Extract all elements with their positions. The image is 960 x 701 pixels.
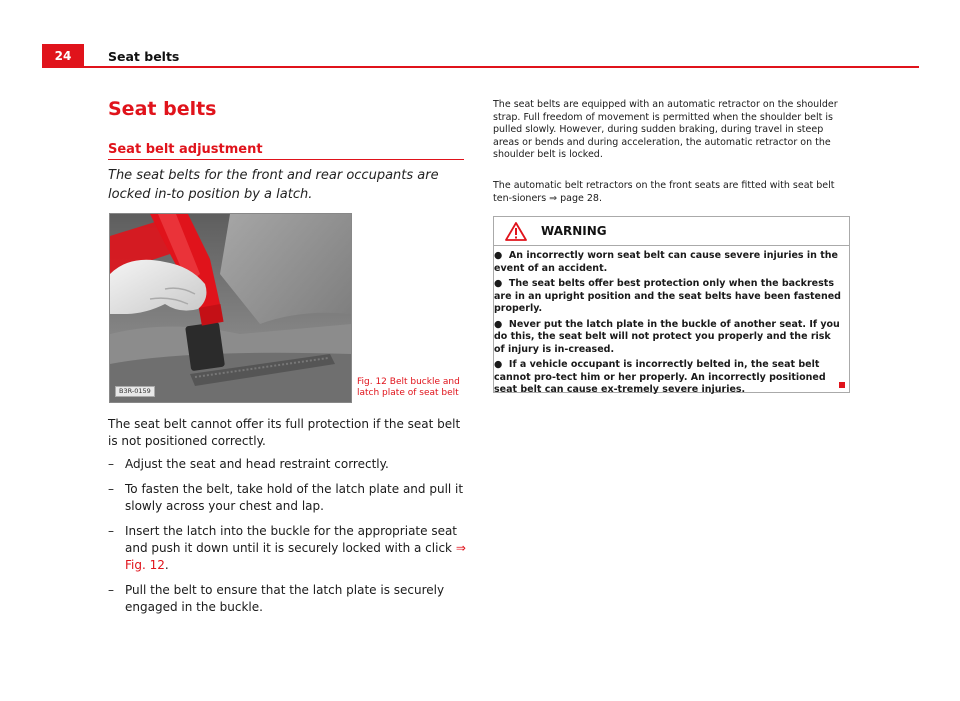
section-heading: Seat belts xyxy=(108,98,217,120)
lead-paragraph: The seat belts for the front and rear occupants are locked in-to position by a latch. xyxy=(108,168,439,202)
warning-text: The seat belts offer best protection only when the backrests are in an upright position and the seat belts have been fastened properly. xyxy=(494,278,841,314)
list-item xyxy=(108,582,468,616)
subsection-rule xyxy=(108,159,464,160)
warning-header xyxy=(494,217,849,246)
list-item xyxy=(108,456,468,473)
bullet: ● xyxy=(494,318,509,330)
step-text-end: . xyxy=(164,558,169,572)
bullet: ● xyxy=(494,250,509,261)
seat-belt-photo xyxy=(109,213,352,403)
list-item xyxy=(494,278,843,316)
warning-text: Never put the latch plate in the buckle of another seat. If you do this, the seat belt will not protect you properly and the risk of injury is in-creased. xyxy=(494,318,840,355)
bullet: ● xyxy=(494,359,509,370)
figure-reference-link[interactable]: ⇒ Fig. 12 xyxy=(125,541,466,572)
subsection-heading: Seat belt adjustment xyxy=(108,142,263,157)
warning-title: WARNING xyxy=(541,224,607,238)
warning-list xyxy=(494,250,843,400)
figure-code: B3R-0159 xyxy=(115,386,155,397)
dash-bullet: – xyxy=(108,457,114,471)
figure-caption: Fig. 12 Belt buckle and latch plate of seat belt xyxy=(357,377,460,398)
intro-paragraph: The seat belt cannot offer its full protection if the seat belt is not positioned correctly. xyxy=(108,417,461,448)
retractor-paragraph: The seat belts are equipped with an automatic retractor on the shoulder strap. Full freedom of movement is permitted when the shoulder belt is pulled slowly. However, during sudden braking, during travel in steep areas or bends and during acceleration, the automatic retractor on the shoulder belt is locked. xyxy=(493,99,838,160)
list-item xyxy=(108,523,468,574)
step-text: To fasten the belt, take hold of the latch plate and pull it slowly across your chest and lap. xyxy=(125,482,464,513)
list-item xyxy=(494,250,843,275)
section-end-marker xyxy=(839,382,845,388)
seat-belt-illustration xyxy=(110,214,351,402)
list-item xyxy=(108,481,468,515)
running-header-title: Seat belts xyxy=(108,49,180,64)
warning-text: If a vehicle occupant is incorrectly belted in, the seat belt cannot pro-tect him or her properly. An incorrectly positioned seat belt can cause ex-tremely severe injuries. xyxy=(494,359,826,395)
instruction-list xyxy=(108,456,468,624)
dash-bullet: – xyxy=(108,524,114,538)
page-number: 24 xyxy=(42,44,84,68)
dash-bullet: – xyxy=(108,482,114,496)
warning-text: An incorrectly worn seat belt can cause severe injuries in the event of an accident. xyxy=(494,250,838,274)
warning-box xyxy=(493,216,850,393)
header-rule xyxy=(42,66,919,68)
list-item xyxy=(494,319,843,357)
list-item xyxy=(494,359,843,397)
step-text: Adjust the seat and head restraint correctly. xyxy=(125,457,389,471)
dash-bullet: – xyxy=(108,583,114,597)
tensioner-paragraph: The automatic belt retractors on the front seats are fitted with seat belt ten-sioners ⇒ page 28. xyxy=(493,180,835,204)
bullet: ● xyxy=(494,278,509,289)
step-text: Pull the belt to ensure that the latch plate is securely engaged in the buckle. xyxy=(125,583,445,614)
step-text: Insert the latch into the buckle for the appropriate seat and push it down until it is securely locked with a click xyxy=(125,524,458,555)
warning-triangle-icon xyxy=(505,222,527,241)
